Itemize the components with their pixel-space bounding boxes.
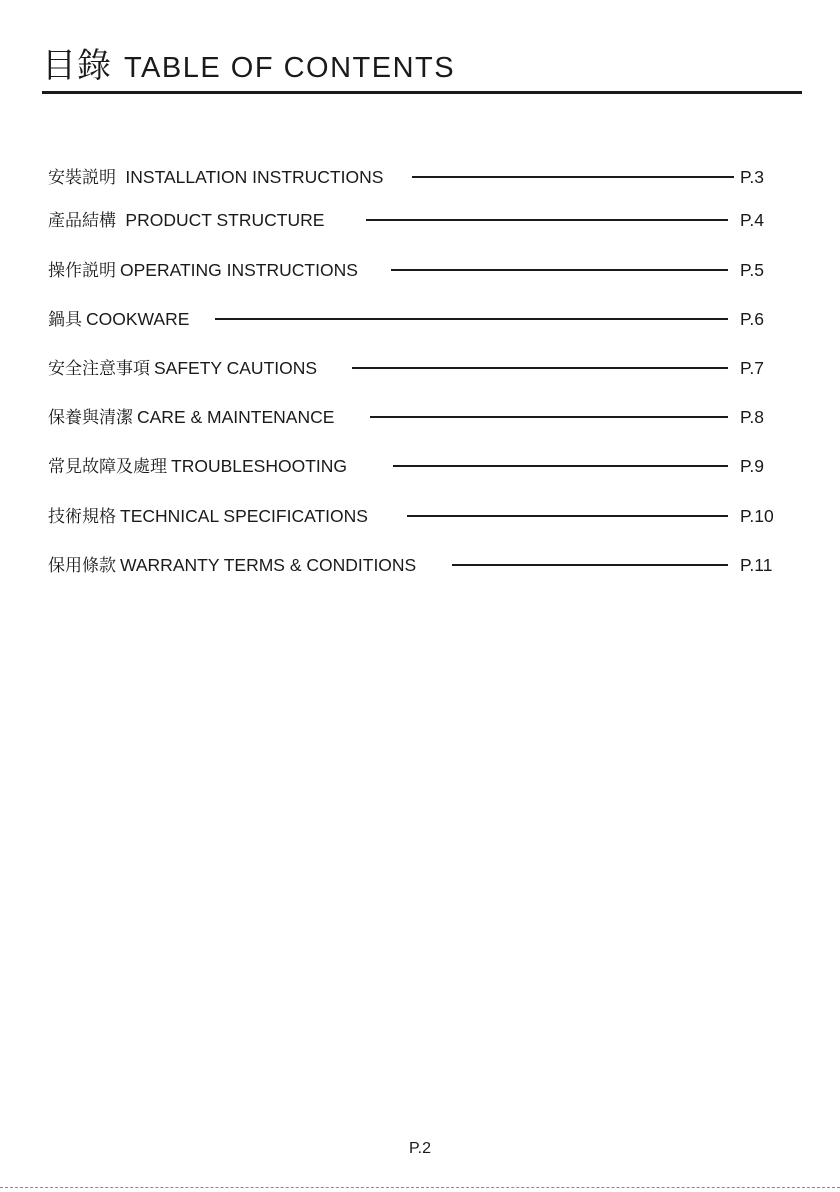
toc-entry-page: P.10 <box>740 506 774 526</box>
toc-entry-technical[interactable] <box>48 503 778 529</box>
toc-entry-chinese: 保養與清潔 <box>48 408 133 428</box>
toc-entry-chinese: 常見故障及處理 <box>48 457 167 477</box>
toc-entry-product-structure[interactable] <box>48 207 778 233</box>
toc-entry-english: TROUBLESHOOTING <box>171 456 347 476</box>
toc-entry-page: P.8 <box>740 407 765 427</box>
toc-entry-page: P.6 <box>740 309 765 329</box>
toc-entry-page: P.11 <box>740 555 773 575</box>
toc-entry-english: CARE & MAINTENANCE <box>137 407 335 427</box>
toc-entry-chinese: 鍋具 <box>48 310 82 330</box>
toc-entry-page: P.9 <box>740 456 765 476</box>
toc-entry-english: COOKWARE <box>86 309 190 329</box>
toc-entry-label <box>48 207 324 234</box>
toc-entry-installation[interactable] <box>48 164 778 190</box>
toc-leader-line <box>452 564 728 566</box>
toc-entry-warranty[interactable] <box>48 552 778 578</box>
toc-leader-line <box>215 318 728 320</box>
toc-leader-line <box>366 219 728 221</box>
toc-entry-label <box>48 404 334 431</box>
toc-leader-line <box>407 515 728 517</box>
toc-leader-line <box>352 367 728 369</box>
toc-entry-page: P.4 <box>740 210 765 230</box>
toc-entry-chinese: 安全注意事項 <box>48 359 150 379</box>
toc-entry-chinese: 技術規格 <box>48 507 116 527</box>
toc-entry-safety[interactable] <box>48 355 778 381</box>
page-title-chinese: 目錄 <box>42 46 112 86</box>
toc-entry-english: TECHNICAL SPECIFICATIONS <box>120 506 368 526</box>
toc-entry-chinese: 安裝説明 <box>48 168 116 188</box>
page-bottom-edge <box>0 1187 840 1188</box>
toc-entry-label <box>48 306 189 333</box>
toc-entry-label <box>48 552 416 579</box>
page-header <box>42 44 802 94</box>
toc-entry-label <box>48 257 358 284</box>
toc-entry-page: P.3 <box>740 167 765 187</box>
toc-entry-troubleshooting[interactable] <box>48 453 778 479</box>
toc-entry-label <box>48 503 368 530</box>
toc-entry-cookware[interactable] <box>48 306 778 332</box>
toc-leader-line <box>370 416 728 418</box>
toc-entry-english: OPERATING INSTRUCTIONS <box>120 260 358 280</box>
toc-entry-english: SAFETY CAUTIONS <box>154 358 318 378</box>
toc-entry-chinese: 保用條款 <box>48 556 116 576</box>
page-title <box>42 46 456 86</box>
toc-entry-label <box>48 164 383 191</box>
toc-entry-chinese: 操作説明 <box>48 261 116 281</box>
toc-entry-chinese: 產品結構 <box>48 211 116 231</box>
toc-leader-line <box>393 465 728 467</box>
toc-entry-english: INSTALLATION INSTRUCTIONS <box>125 167 384 187</box>
toc-entry-english: PRODUCT STRUCTURE <box>125 210 325 230</box>
toc-leader-line <box>412 176 734 178</box>
toc-entry-label <box>48 453 347 480</box>
toc-entry-english: WARRANTY TERMS & CONDITIONS <box>120 555 417 575</box>
toc-leader-line <box>391 269 728 271</box>
toc-entry-label <box>48 355 317 382</box>
toc-entry-page: P.7 <box>740 358 765 378</box>
toc-entry-care[interactable] <box>48 404 778 430</box>
page-title-english: TABLE OF CONTENTS <box>124 52 456 84</box>
toc-entry-page: P.5 <box>740 260 765 280</box>
page-number: P.2 <box>409 1140 431 1157</box>
toc-entry-operating[interactable] <box>48 257 778 283</box>
